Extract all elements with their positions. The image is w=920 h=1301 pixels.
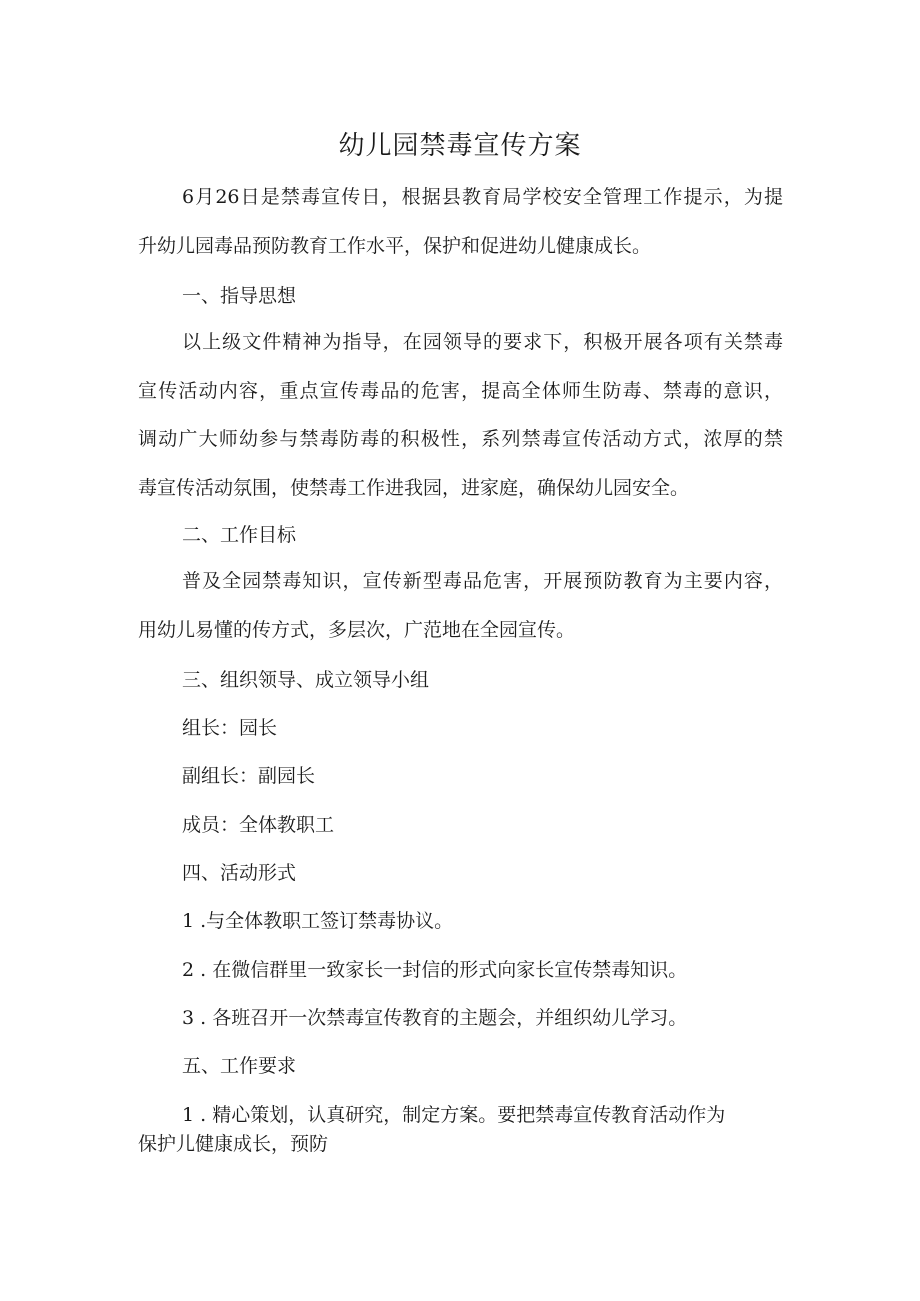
paragraph-line: 普及全园禁毒知识，宣传新型毒品危害，开展预防教育为主要内容，	[182, 570, 783, 592]
requirement-line: 1 . 精心策划，认真研究，制定方案。要把禁毒宣传教育活动作为	[182, 1104, 726, 1126]
section-heading-activity-forms: 四、活动形式	[182, 862, 297, 884]
paragraph-line: 以上级文件精神为指导，在园领导的要求下，积极开展各项有关禁毒	[182, 331, 783, 353]
paragraph-line: 宣传活动内容，重点宣传毒品的危害，提高全体师生防毒、禁毒的意识，	[138, 379, 783, 402]
members-line: 成员：全体教职工	[182, 814, 335, 836]
requirement-line: 保护儿健康成长，预防	[138, 1133, 329, 1155]
activity-item: 2 . 在微信群里一致家长一封信的形式向家长宣传禁毒知识。	[182, 959, 688, 981]
work-goals-paragraph	[138, 557, 783, 654]
section-heading-organization: 三、组织领导、成立领导小组	[182, 669, 430, 691]
paragraph-line: 升幼儿园毒品预防教育工作水平，保护和促进幼儿健康成长。	[138, 234, 652, 257]
deputy-leader-line: 副组长：副园长	[182, 765, 316, 787]
section-heading-work-requirements: 五、工作要求	[182, 1055, 297, 1077]
document-title: 幼儿园禁毒宣传方案	[338, 131, 582, 161]
activity-item: 3 . 各班召开一次禁毒宣传教育的主题会，并组织幼儿学习。	[182, 1007, 688, 1029]
guiding-ideology-paragraph	[138, 318, 783, 512]
intro-paragraph	[138, 173, 783, 270]
activity-item: 1 .与全体教职工签订禁毒协议。	[182, 910, 454, 932]
paragraph-line: 6月26日是禁毒宣传日，根据县教育局学校安全管理工作提示，为提	[182, 186, 783, 208]
section-heading-work-goals: 二、工作目标	[182, 524, 297, 546]
paragraph-line: 毒宣传活动氛围，使禁毒工作进我园，进家庭，确保幼儿园安全。	[138, 476, 690, 499]
group-leader-line: 组长：园长	[182, 717, 278, 739]
section-heading-guiding-ideology: 一、指导思想	[182, 285, 297, 307]
paragraph-line: 调动广大师幼参与禁毒防毒的积极性，系列禁毒宣传活动方式，浓厚的禁	[138, 428, 783, 450]
paragraph-line: 用幼儿易懂的传方式，多层次，广范地在全园宣传。	[138, 618, 576, 641]
